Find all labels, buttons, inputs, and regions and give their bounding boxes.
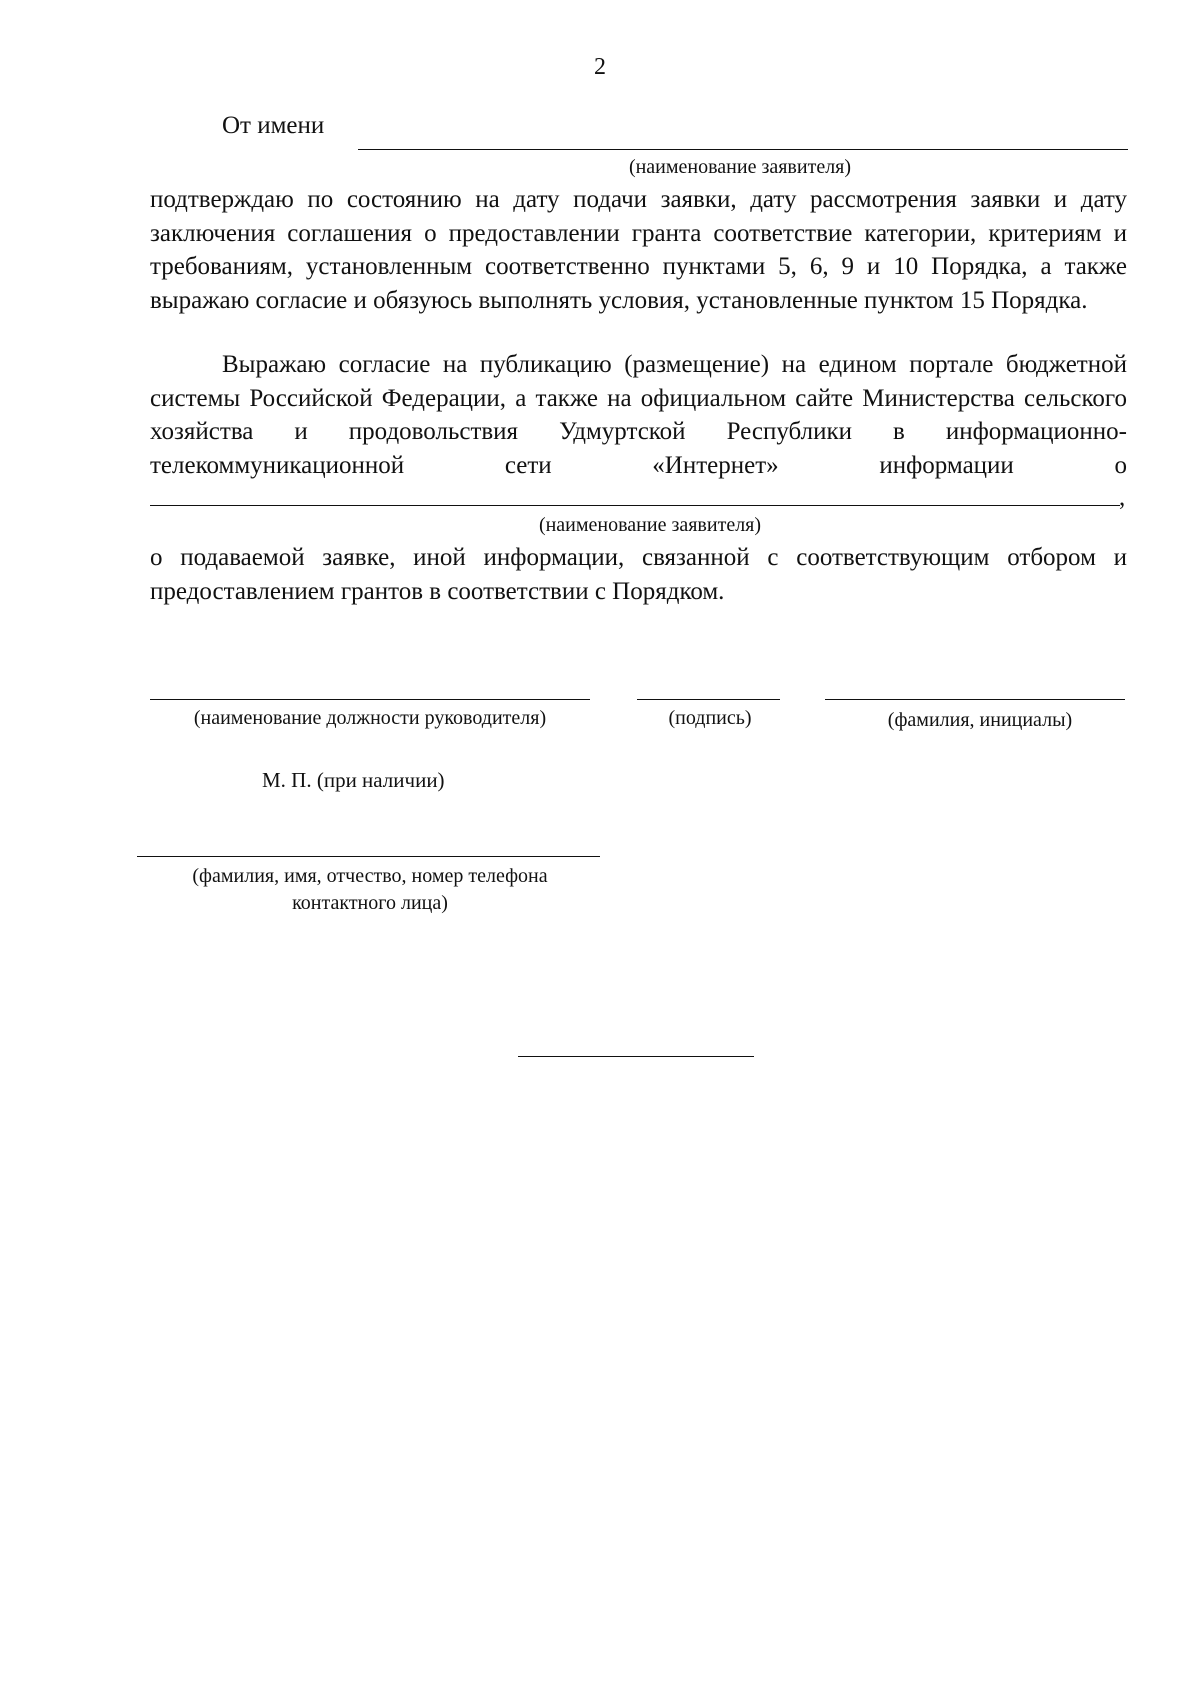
- contact-line: [137, 856, 600, 857]
- on-behalf-label: От имени: [222, 112, 325, 139]
- applicant-name-caption-2: (наименование заявителя): [538, 514, 762, 536]
- applicant-name-line: [358, 149, 1128, 150]
- surname-line: [825, 699, 1125, 700]
- contact-caption-line2: контактного лица): [292, 892, 448, 914]
- consent-paragraph: Выражаю согласие на публикацию (размещение) на едином портале бюджетной системы Российской Федерации, а также на официальном сайте Министерства сельского хозяйства и продовольствия Удмуртской Республики в информационно-телекоммуникационной сети «Интернет» информации о: [150, 351, 1127, 479]
- page-number: 2: [594, 54, 606, 80]
- position-caption: (наименование должности руководителя): [193, 707, 547, 729]
- contact-caption-line1: (фамилия, имя, отчество, номер телефона: [192, 865, 548, 887]
- signature-line: [637, 699, 780, 700]
- applicant-name-line-2: [150, 505, 1120, 506]
- end-rule: [518, 1056, 754, 1057]
- surname-caption: (фамилия, инициалы): [887, 709, 1073, 731]
- applicant-name-caption: (наименование заявителя): [628, 156, 852, 178]
- confirmation-paragraph: подтверждаю по состоянию на дату подачи заявки, дату рассмотрения заявки и дату заключения соглашения о предоставлении гранта соответствие категории, критериям и требованиям, установленным соответственно пунктами 5, 6, 9 и 10 Порядка, а также выражаю согласие и обязуюсь выполнять условия, установленные пунктом 15 Порядка.: [150, 186, 1127, 314]
- publication-paragraph: о подаваемой заявке, иной информации, связанной с соответствующим отбором и предоставлением грантов в соответствии с Порядком.: [150, 544, 1127, 605]
- trailing-comma: ,: [1119, 484, 1126, 511]
- signature-caption: (подпись): [668, 707, 752, 729]
- position-line: [150, 699, 590, 700]
- stamp-label: М. П. (при наличии): [262, 768, 445, 792]
